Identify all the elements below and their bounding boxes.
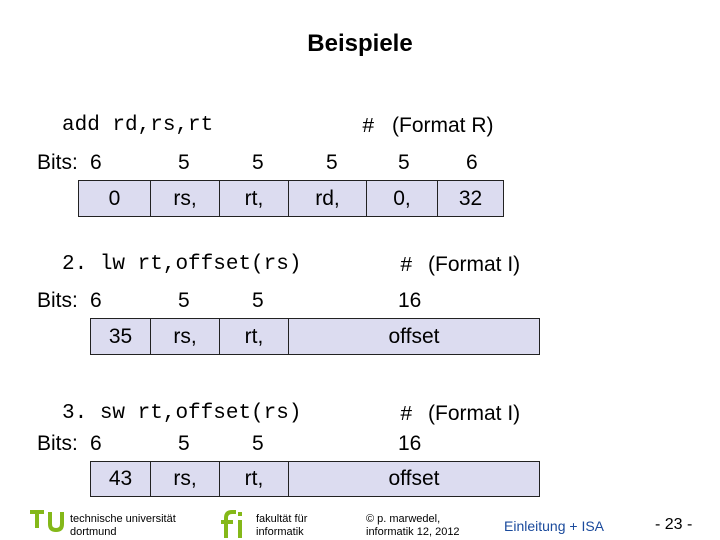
format-label: (Format R) (392, 114, 494, 137)
field-rt: rt, (219, 318, 289, 355)
field-offset (288, 461, 540, 497)
university-line-1: technische universität (70, 513, 176, 525)
author-line-2: informatik 12, 2012 (366, 526, 460, 538)
field-rt: rt, (219, 461, 289, 497)
bits-value: 16 (398, 432, 422, 455)
bits-value: 5 (178, 432, 190, 455)
author-line-1: © p. marwedel, (366, 513, 441, 525)
bits-value: 5 (252, 432, 264, 455)
field-shamt: 0, (366, 180, 438, 217)
page-number: - 23 - (655, 516, 693, 533)
field-offset-label: offset (388, 467, 440, 490)
format-label: (Format I) (428, 253, 521, 276)
fi-logo-icon (218, 508, 248, 540)
field-opcode: 43 (90, 461, 151, 497)
bits-value: 5 (398, 151, 410, 174)
field-opcode: 0 (78, 180, 151, 217)
university-line-2: dortmund (70, 526, 117, 538)
format-label: (Format I) (428, 402, 521, 425)
tu-logo-icon (30, 508, 66, 540)
bits-value: 5 (178, 289, 190, 312)
example-number: 2. (62, 253, 88, 276)
bits-value: 16 (398, 289, 422, 312)
comment-hash: # (400, 255, 413, 278)
faculty-line-1: fakultät für (256, 513, 308, 525)
example-number: 3. (62, 402, 88, 425)
bits-label: Bits: (37, 151, 78, 174)
bits-label: Bits: (37, 432, 78, 455)
bits-value: 6 (90, 432, 102, 455)
field-opcode: 35 (90, 318, 151, 355)
field-rd: rd, (288, 180, 367, 217)
author-credit (366, 513, 460, 539)
bits-label: Bits: (37, 289, 78, 312)
bits-value: 5 (178, 151, 190, 174)
field-offset-label: offset (388, 324, 440, 348)
bits-value: 6 (90, 151, 102, 174)
bits-value: 5 (326, 151, 338, 174)
field-offset (288, 318, 540, 355)
bits-value: 5 (252, 289, 264, 312)
university-name (70, 513, 176, 539)
instruction-lw: lw rt,offset(rs) (99, 253, 302, 276)
instruction-add: add rd,rs,rt (62, 114, 214, 137)
field-rs: rs, (150, 180, 220, 217)
comment-hash: # (400, 404, 413, 427)
field-rs: rs, (150, 461, 220, 497)
bits-value: 6 (466, 151, 478, 174)
instruction-sw: sw rt,offset(rs) (99, 402, 302, 425)
faculty-name (256, 513, 307, 539)
bits-value: 5 (252, 151, 264, 174)
field-rs: rs, (150, 318, 220, 355)
comment-hash: # (362, 116, 375, 139)
faculty-line-2: informatik (256, 526, 304, 538)
page-title: Beispiele (307, 30, 413, 57)
chapter-label: Einleitung + ISA (504, 518, 605, 534)
bits-value: 6 (90, 289, 102, 312)
field-funct: 32 (437, 180, 504, 217)
field-rt: rt, (219, 180, 289, 217)
